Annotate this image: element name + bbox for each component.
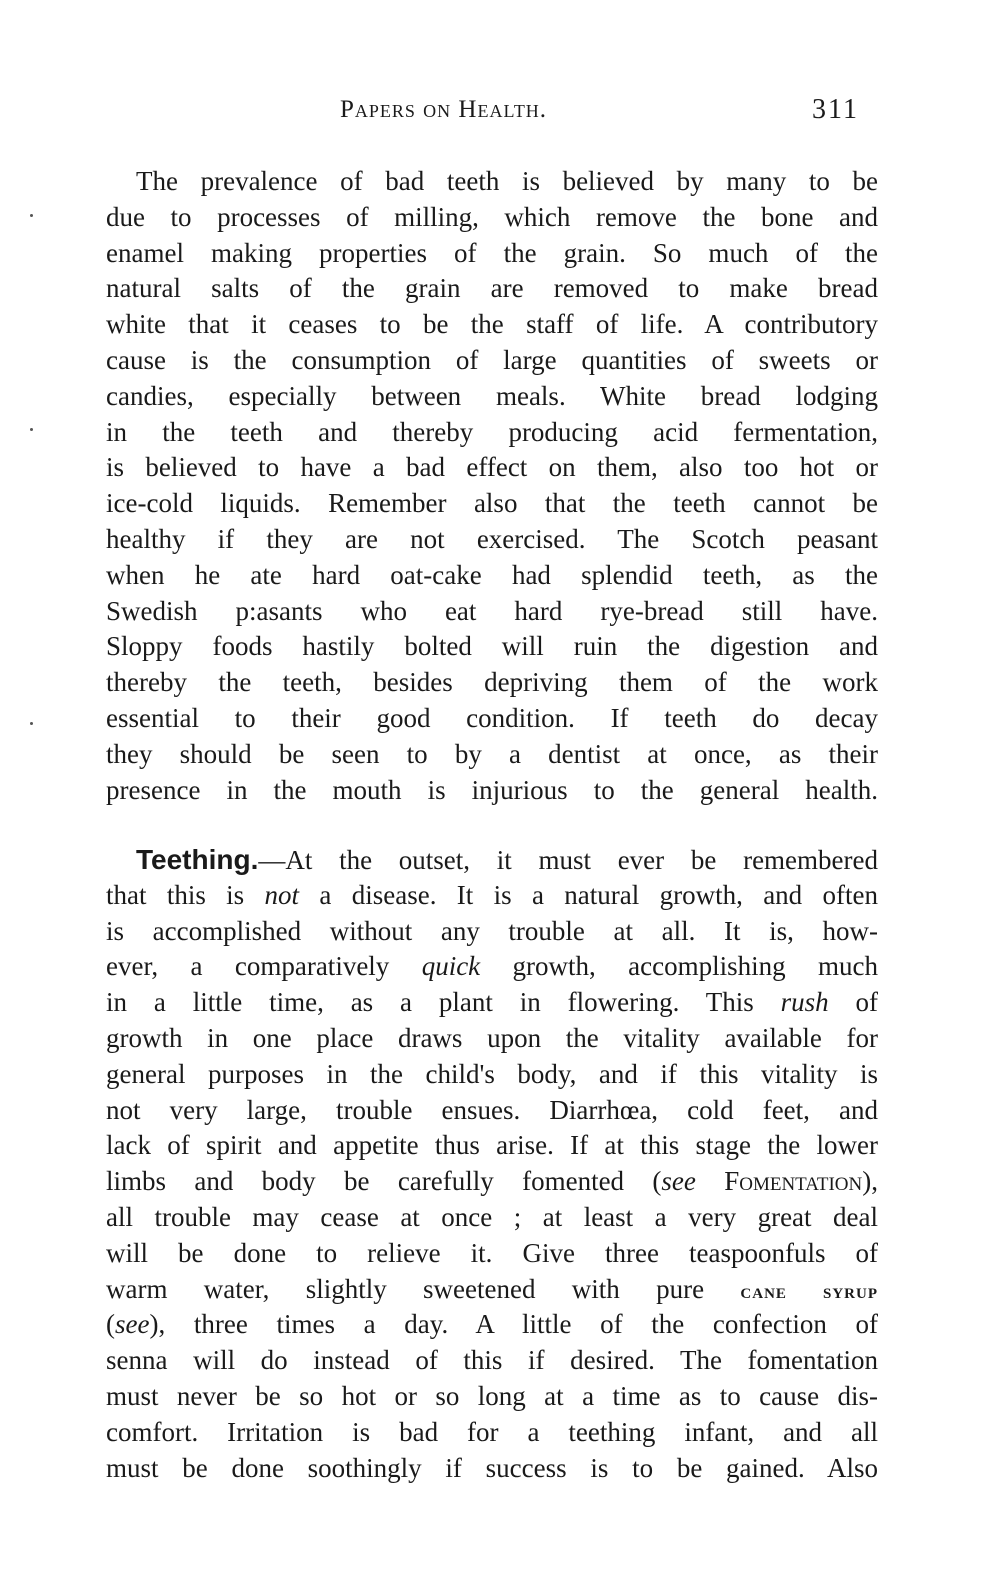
text-line: all trouble may cease at once ; at least a very great deal — [106, 1201, 878, 1232]
text-run: limbs and body be carefully fomented ( — [106, 1166, 662, 1197]
text-line: general purposes in the child's body, and if this vitality is — [106, 1058, 878, 1089]
text-line: must be done soothingly if success is to be gained. Also — [106, 1452, 878, 1483]
text-run: that this is — [106, 879, 265, 910]
text-line: enamel making properties of the grain. So much of the — [106, 237, 878, 268]
text-run: warm water, slightly sweetened with pure — [106, 1273, 741, 1304]
text-line: is accomplished without any trouble at all. It is, how- — [106, 915, 878, 946]
text-line: not very large, trouble ensues. Diarrhœa, cold feet, and — [106, 1094, 878, 1125]
cross-reference: Fomentation — [695, 1166, 863, 1197]
text-line — [106, 949, 878, 985]
text-line: must never be so hot or so long at a time as to cause dis- — [106, 1380, 878, 1411]
text-line: cause is the consumption of large quantities of sweets or — [106, 344, 878, 375]
text-line: The prevalence of bad teeth is believed by many to be — [136, 166, 878, 196]
emphasis: rush — [780, 987, 829, 1018]
text-line: lack of spirit and appetite thus arise. If at this stage the lower — [106, 1130, 878, 1161]
text-line: is believed to have a bad effect on them, also too hot or — [106, 452, 878, 483]
text-line: Sloppy foods hastily bolted will ruin the digestion and — [106, 631, 878, 662]
text-run: in a little time, as a plant in flowering. This — [106, 987, 781, 1018]
text-line — [106, 1164, 878, 1200]
emphasis: quick — [421, 951, 481, 982]
text-run: ), three times a day. A little of the confection of — [149, 1309, 878, 1340]
text-line — [106, 1272, 878, 1308]
text-line: in the teeth and thereby producing acid fermentation, — [106, 416, 878, 447]
text-line: comfort. Irritation is bad for a teething infant, and all — [106, 1416, 878, 1447]
text-line: white that it ceases to be the staff of life. A contributory — [106, 309, 878, 340]
text-line: candies, especially between meals. White bread lodging — [106, 380, 878, 411]
text-run: ( — [106, 1309, 115, 1340]
text-run: of — [828, 987, 878, 1018]
text-line: due to processes of milling, which remove the bone and — [106, 201, 878, 232]
text-line — [106, 1307, 878, 1343]
text-run: a disease. It is a natural growth, and often — [299, 879, 878, 910]
emphasis: not — [264, 879, 300, 910]
text-run: ever, a comparatively — [106, 951, 422, 982]
text-line: growth in one place draws upon the vitality available for — [106, 1022, 878, 1053]
emphasis: see — [661, 1166, 696, 1197]
text-line: ice-cold liquids. Remember also that the teeth cannot be — [106, 488, 878, 519]
margin-speck — [30, 428, 33, 431]
section-heading: Teething. — [136, 844, 259, 875]
text-line: healthy if they are not exercised. The Scotch peasant — [106, 523, 878, 554]
text-run: growth, accomplishing much — [480, 951, 878, 982]
text-line: thereby the teeth, besides depriving them of the work — [106, 667, 878, 698]
text-run: ), — [862, 1166, 878, 1197]
text-line: Swedish p:asants who eat hard rye-bread still have. — [106, 595, 878, 626]
text-run: —At the outset, it must ever be remembered — [258, 845, 878, 875]
text-line: essential to their good condition. If teeth do decay — [106, 702, 878, 733]
text-line: presence in the mouth is injurious to the general health. — [106, 774, 878, 805]
text-line: natural salts of the grain are removed to make bread — [106, 273, 878, 304]
text-line: they should be seen to by a dentist at once, as their — [106, 738, 878, 769]
text-line — [106, 985, 878, 1021]
text-line: senna will do instead of this if desired. The fomentation — [106, 1345, 878, 1376]
paragraph-teething — [106, 842, 878, 1486]
running-title: Papers on Health. — [340, 96, 548, 123]
margin-speck — [30, 214, 33, 217]
cross-reference: cane syrup — [740, 1277, 878, 1303]
paragraph-teeth — [106, 164, 878, 808]
margin-speck — [30, 722, 33, 725]
page-number: 311 — [812, 94, 859, 125]
emphasis: see — [115, 1309, 150, 1340]
text-line: when he ate hard oat-cake had splendid teeth, as the — [106, 559, 878, 590]
text-line: will be done to relieve it. Give three teaspoonfuls of — [106, 1237, 878, 1268]
text-line — [106, 878, 878, 914]
text-line — [106, 842, 878, 878]
